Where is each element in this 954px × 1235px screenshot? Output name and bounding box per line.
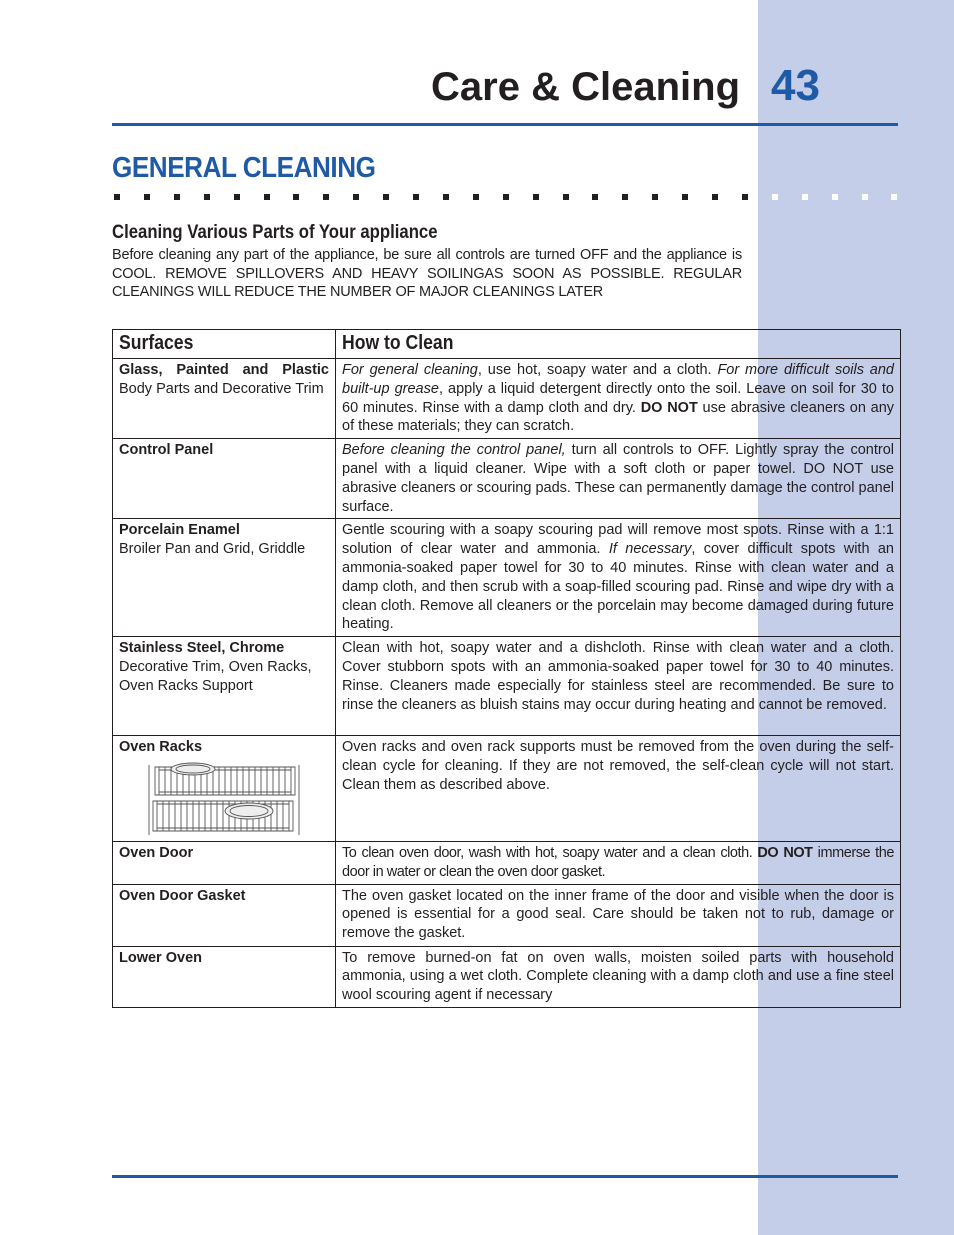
table-row xyxy=(113,359,901,439)
table-row xyxy=(113,946,901,1007)
surface-detail: Decorative Trim, Oven Racks, Oven Racks Support xyxy=(119,658,312,694)
divider-dot xyxy=(652,194,658,200)
divider-dot xyxy=(891,194,897,200)
divider-dot xyxy=(264,194,270,200)
surface-name: Oven Racks xyxy=(119,739,203,756)
divider-dot xyxy=(204,194,210,200)
surface-name: Oven Door xyxy=(119,844,194,861)
surface-detail: Body Parts and Decorative Trim xyxy=(119,380,324,397)
intro-paragraph: Before cleaning any part of the appliance, be sure all controls are turned OFF and the appliance is COOL. REMOVE SPILLOVERS AND HEAVY SOILINGAS SOON AS POSSIBLE. REGULAR CLEANINGS WILL REDUCE THE NUMBER OF MAJOR CLEANINGS LATER xyxy=(112,247,742,300)
divider-dot xyxy=(323,194,329,200)
table-row xyxy=(113,637,901,736)
how-cell: Before cleaning the control panel, turn all controls to OFF. Lightly spray the control panel with a liquid cleaner. Wipe with a soft cloth or paper towel. DO NOT use abrasive cleaners or scouring pads. These can permanently damage the control panel surface. xyxy=(336,439,901,519)
divider-dot xyxy=(174,194,180,200)
divider-dot xyxy=(234,194,240,200)
surface-cell xyxy=(113,736,336,842)
surface-cell xyxy=(113,519,336,637)
divider-dot xyxy=(114,194,120,200)
surface-name: Control Panel xyxy=(119,442,214,459)
divider-dot xyxy=(443,194,449,200)
table-row xyxy=(113,736,901,842)
oven-racks-illustration xyxy=(145,761,305,839)
divider-dot xyxy=(144,194,150,200)
how-cell: To clean oven door, wash with hot, soapy water and a clean cloth. DO NOT immerse the door in water or clean the oven door gasket. xyxy=(336,841,901,884)
dotted-divider xyxy=(112,194,902,202)
how-cell: The oven gasket located on the inner frame of the door and visible when the door is opened is essential for a good seal. Care should be taken not to rub, damage or remove the gasket. xyxy=(336,884,901,946)
surface-name: Lower Oven xyxy=(119,949,202,966)
divider-dot xyxy=(832,194,838,200)
divider-dot xyxy=(563,194,569,200)
how-to-clean-header: How to Clean xyxy=(336,330,901,359)
divider-dot xyxy=(742,194,748,200)
divider-dot xyxy=(622,194,628,200)
surface-name: Glass, Painted and Plastic xyxy=(119,362,329,378)
header-rule xyxy=(112,123,898,126)
surface-cell xyxy=(113,359,336,439)
page-number: 43 xyxy=(771,61,820,110)
cleaning-table xyxy=(112,329,901,1008)
surface-name: Porcelain Enamel xyxy=(119,522,240,539)
divider-dot xyxy=(772,194,778,200)
surfaces-header: Surfaces xyxy=(113,330,336,359)
page-header-title: Care & Cleaning xyxy=(431,65,740,109)
divider-dot xyxy=(862,194,868,200)
how-cell: Oven racks and oven rack supports must be removed from the oven during the self-clean cycle for cleaning. If they are not removed, the self-clean cycle will not start. Clean them as described above. xyxy=(336,736,901,842)
surface-detail: Broiler Pan and Grid, Griddle xyxy=(119,541,306,558)
surface-name: Oven Door Gasket xyxy=(119,887,246,904)
divider-dot xyxy=(413,194,419,200)
how-cell: For general cleaning, use hot, soapy water and a cloth. For more difficult soils and built-up grease, apply a liquid detergent directly onto the soil. Leave on soil for 30 to 60 minutes. Rinse with a damp cloth and dry. DO NOT use abrasive cleaners on any of these materials; they can scratch. xyxy=(336,359,901,439)
table-row xyxy=(113,841,901,884)
surface-cell xyxy=(113,637,336,736)
divider-dot xyxy=(473,194,479,200)
how-cell: To remove burned-on fat on oven walls, moisten soiled parts with household ammonia, using a wet cloth. Complete cleaning with a damp cloth and use a fine steel wool scouring agent if necessary xyxy=(336,946,901,1007)
sub-heading: Cleaning Various Parts of Your appliance xyxy=(112,222,438,243)
divider-dot xyxy=(503,194,509,200)
divider-dot xyxy=(592,194,598,200)
surface-cell xyxy=(113,841,336,884)
divider-dot xyxy=(712,194,718,200)
divider-dot xyxy=(682,194,688,200)
divider-dot xyxy=(353,194,359,200)
table-header-row xyxy=(113,330,901,359)
divider-dot xyxy=(802,194,808,200)
surface-name: Stainless Steel, Chrome xyxy=(119,640,285,657)
surface-cell xyxy=(113,946,336,1007)
surface-cell xyxy=(113,439,336,519)
divider-dot xyxy=(533,194,539,200)
how-cell: Clean with hot, soapy water and a dishcloth. Rinse with clean water and a cloth. Cover stubborn spots with an ammonia-soaked paper towel for 30 to 40 minutes. Rinse. Cleaners made especially for stainless steel are recommended. Be sure to rinse the cleaners as bluish stains may occur during heating and cannot be removed. xyxy=(336,637,901,736)
surface-cell xyxy=(113,884,336,946)
table-row xyxy=(113,439,901,519)
table-row xyxy=(113,519,901,637)
table-row xyxy=(113,884,901,946)
divider-dot xyxy=(383,194,389,200)
footer-rule xyxy=(112,1175,898,1178)
divider-dot xyxy=(293,194,299,200)
section-title: GENERAL CLEANING xyxy=(112,152,376,184)
how-cell: Gentle scouring with a soapy scouring pad will remove most spots. Rinse with a 1:1 solution of clear water and ammonia. If necessary, cover difficult spots with an ammonia-soaked paper towel for 30 to 40 minutes. Rinse with clean water and a damp cloth, and then scrub with a soap-filled scouring pad. Rinse and wipe dry with a clean cloth. Remove all cleaners or the porcelain may become damaged during future heating. xyxy=(336,519,901,637)
